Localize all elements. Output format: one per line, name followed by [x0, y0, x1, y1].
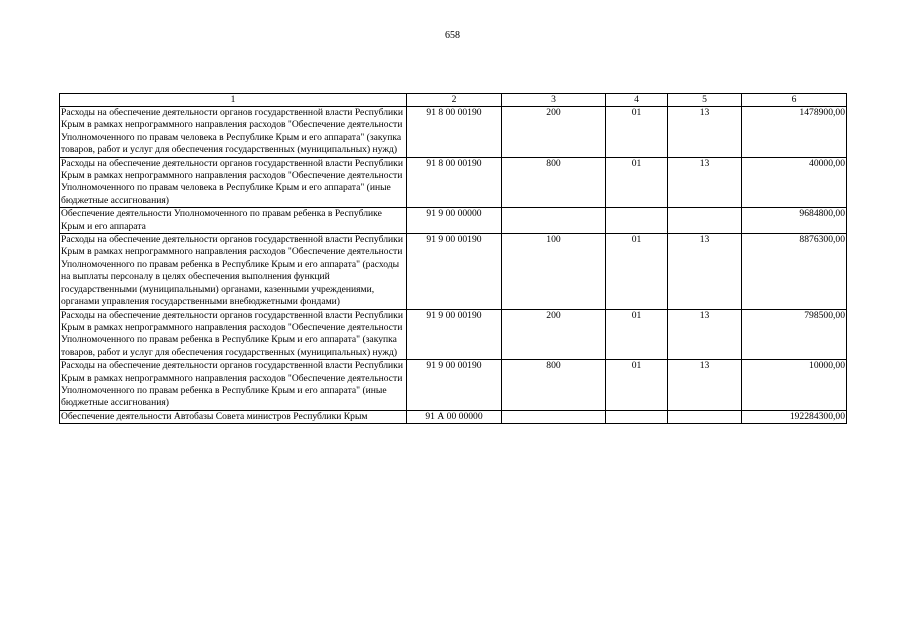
table-body [60, 107, 847, 424]
row-section: 01 [606, 309, 668, 360]
header-col-6: 6 [742, 94, 847, 107]
header-col-4: 4 [606, 94, 668, 107]
row-expense-type: 800 [502, 360, 606, 411]
row-name: Расходы на обеспечение деятельности органов государственной власти Республики Крым в рамках непрограммного направления расходов "Обеспечение деятельности Уполномоченного по правам человека в Республике Крым и его аппарата" (закупка товаров, работ и услуг для обеспечения государственных (муниципальных) нужд) [60, 107, 407, 158]
row-expense-type [502, 410, 606, 423]
row-section: 01 [606, 107, 668, 158]
row-subsection: 13 [668, 309, 742, 360]
row-target-code: 91 9 00 00000 [407, 208, 502, 234]
header-col-3: 3 [502, 94, 606, 107]
row-target-code: 91 9 00 00190 [407, 309, 502, 360]
row-sum: 798500,00 [742, 309, 847, 360]
row-expense-type: 200 [502, 309, 606, 360]
table-row [60, 234, 847, 309]
row-name: Обеспечение деятельности Автобазы Совета министров Республики Крым [60, 410, 407, 423]
table-row [60, 309, 847, 360]
row-subsection: 13 [668, 107, 742, 158]
row-subsection: 13 [668, 234, 742, 309]
row-name: Расходы на обеспечение деятельности органов государственной власти Республики Крым в рамках непрограммного направления расходов "Обеспечение деятельности Уполномоченного по правам человека в Республике Крым и его аппарата" (иные бюджетные ассигнования) [60, 157, 407, 208]
table-row [60, 410, 847, 423]
budget-table [59, 93, 847, 424]
table-row [60, 157, 847, 208]
table-row [60, 360, 847, 411]
row-sum: 8876300,00 [742, 234, 847, 309]
row-sum: 9684800,00 [742, 208, 847, 234]
row-name: Расходы на обеспечение деятельности органов государственной власти Республики Крым в рамках непрограммного направления расходов "Обеспечение деятельности Уполномоченного по правам ребенка в Республике Крым и его аппарата" (расходы на выплаты персоналу в целях обеспечения выполнения функций государственными (муниципальными) органами, казенными учреждениями, органами управления государственными внебюджетными фондами) [60, 234, 407, 309]
row-name: Расходы на обеспечение деятельности органов государственной власти Республики Крым в рамках непрограммного направления расходов "Обеспечение деятельности Уполномоченного по правам ребенка в Республике Крым и его аппарата" (закупка товаров, работ и услуг для обеспечения государственных (муниципальных) нужд) [60, 309, 407, 360]
header-col-1: 1 [60, 94, 407, 107]
row-sum: 40000,00 [742, 157, 847, 208]
row-target-code: 91 8 00 00190 [407, 107, 502, 158]
row-sum: 1478900,00 [742, 107, 847, 158]
header-row [60, 94, 847, 107]
table-row [60, 208, 847, 234]
row-subsection: 13 [668, 360, 742, 411]
table-header [60, 94, 847, 107]
row-target-code: 91 А 00 00000 [407, 410, 502, 423]
row-expense-type: 100 [502, 234, 606, 309]
row-target-code: 91 8 00 00190 [407, 157, 502, 208]
row-sum: 10000,00 [742, 360, 847, 411]
row-subsection: 13 [668, 157, 742, 208]
page-number: 658 [445, 30, 460, 41]
row-section [606, 410, 668, 423]
row-sum: 192284300,00 [742, 410, 847, 423]
row-target-code: 91 9 00 00190 [407, 360, 502, 411]
row-section: 01 [606, 360, 668, 411]
table-row [60, 107, 847, 158]
header-col-2: 2 [407, 94, 502, 107]
header-col-5: 5 [668, 94, 742, 107]
row-section: 01 [606, 157, 668, 208]
row-expense-type: 800 [502, 157, 606, 208]
row-name: Обеспечение деятельности Уполномоченного по правам ребенка в Республике Крым и его аппарата [60, 208, 407, 234]
row-subsection [668, 208, 742, 234]
row-target-code: 91 9 00 00190 [407, 234, 502, 309]
row-name: Расходы на обеспечение деятельности органов государственной власти Республики Крым в рамках непрограммного направления расходов "Обеспечение деятельности Уполномоченного по правам ребенка в Республике Крым и его аппарата" (иные бюджетные ассигнования) [60, 360, 407, 411]
row-section [606, 208, 668, 234]
row-subsection [668, 410, 742, 423]
row-expense-type: 200 [502, 107, 606, 158]
row-section: 01 [606, 234, 668, 309]
row-expense-type [502, 208, 606, 234]
